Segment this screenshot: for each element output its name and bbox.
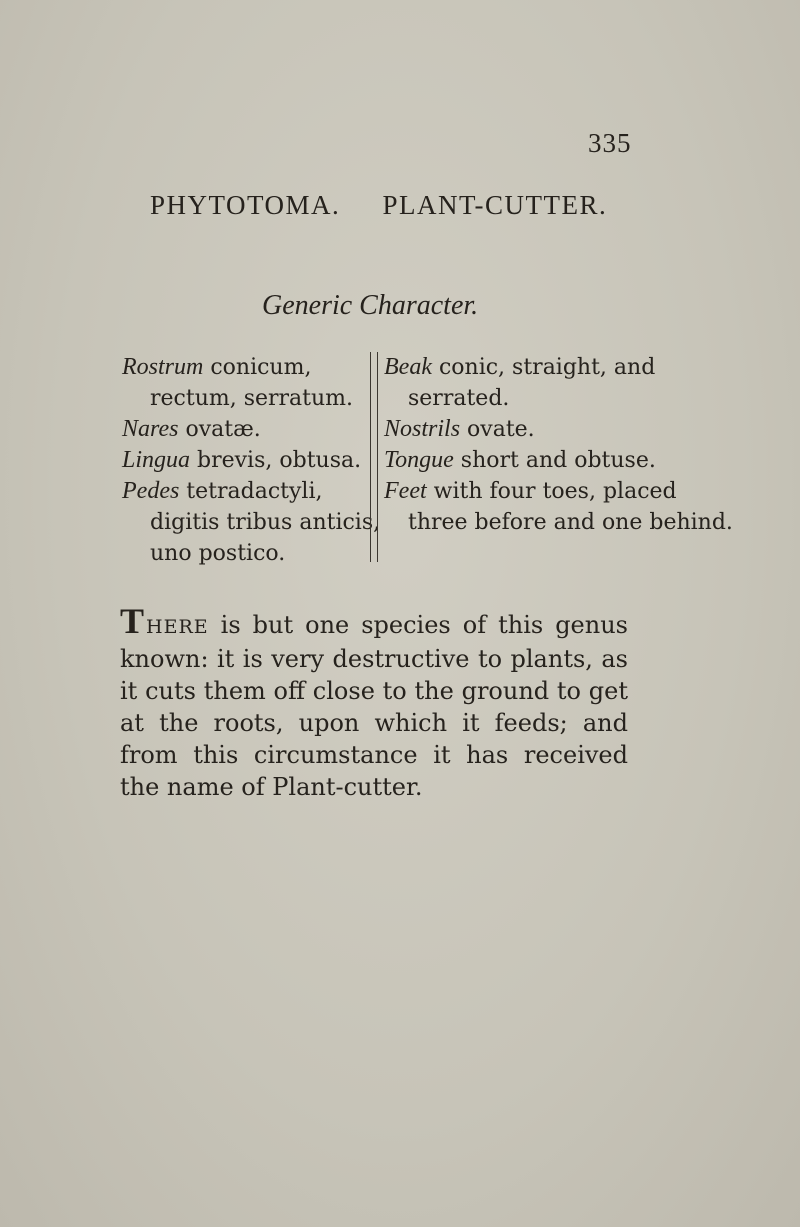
english-text: conic, straight, and serrated.	[408, 355, 656, 411]
lead-word: HERE	[146, 616, 209, 638]
latin-entry-beak	[122, 352, 384, 414]
paragraph-text: is but one species of this genus known: it is very destructive to plants, as it cuts them off close to the ground to get at the roots, upon which it feeds; and from this circumstance it has received the name of Plant-cutter.	[120, 611, 628, 801]
latin-term: Nares	[122, 416, 179, 442]
drop-cap: T	[120, 601, 145, 641]
latin-text: ovatæ.	[178, 417, 261, 442]
page-title	[150, 190, 710, 221]
character-columns	[122, 352, 733, 566]
page-number: 335	[588, 128, 632, 158]
description-paragraph	[120, 601, 628, 803]
latin-text: conicum, rectum, serratum.	[150, 355, 354, 411]
english-entry-tongue	[384, 445, 734, 476]
latin-term: Pedes	[122, 478, 180, 504]
title-english: PLANT-CUTTER.	[382, 190, 608, 220]
english-entry-feet	[384, 476, 734, 538]
english-text: ovate.	[460, 417, 535, 442]
latin-term: Lingua	[122, 447, 191, 473]
latin-entry-tongue	[122, 445, 384, 476]
column-divider	[370, 352, 378, 562]
section-subtitle: Generic Character.	[262, 290, 479, 321]
english-term: Tongue	[384, 447, 454, 473]
english-column	[384, 352, 734, 538]
english-term: Feet	[384, 478, 427, 504]
latin-column	[122, 352, 384, 569]
english-text: short and obtuse.	[453, 448, 656, 473]
english-term: Beak	[384, 354, 432, 380]
english-term: Nostrils	[384, 416, 461, 442]
english-entry-beak	[384, 352, 734, 414]
latin-text: tetradactyli, digitis tribus anticis, uno postico.	[150, 479, 381, 566]
title-latin: PHYTOTOMA.	[150, 190, 341, 220]
latin-entry-nostrils	[122, 414, 384, 445]
english-text: with four toes, placed three before and one behind.	[408, 479, 733, 535]
latin-term: Rostrum	[122, 354, 204, 380]
latin-entry-feet	[122, 476, 384, 569]
english-entry-nostrils	[384, 414, 734, 445]
latin-text: brevis, obtusa.	[190, 448, 362, 473]
